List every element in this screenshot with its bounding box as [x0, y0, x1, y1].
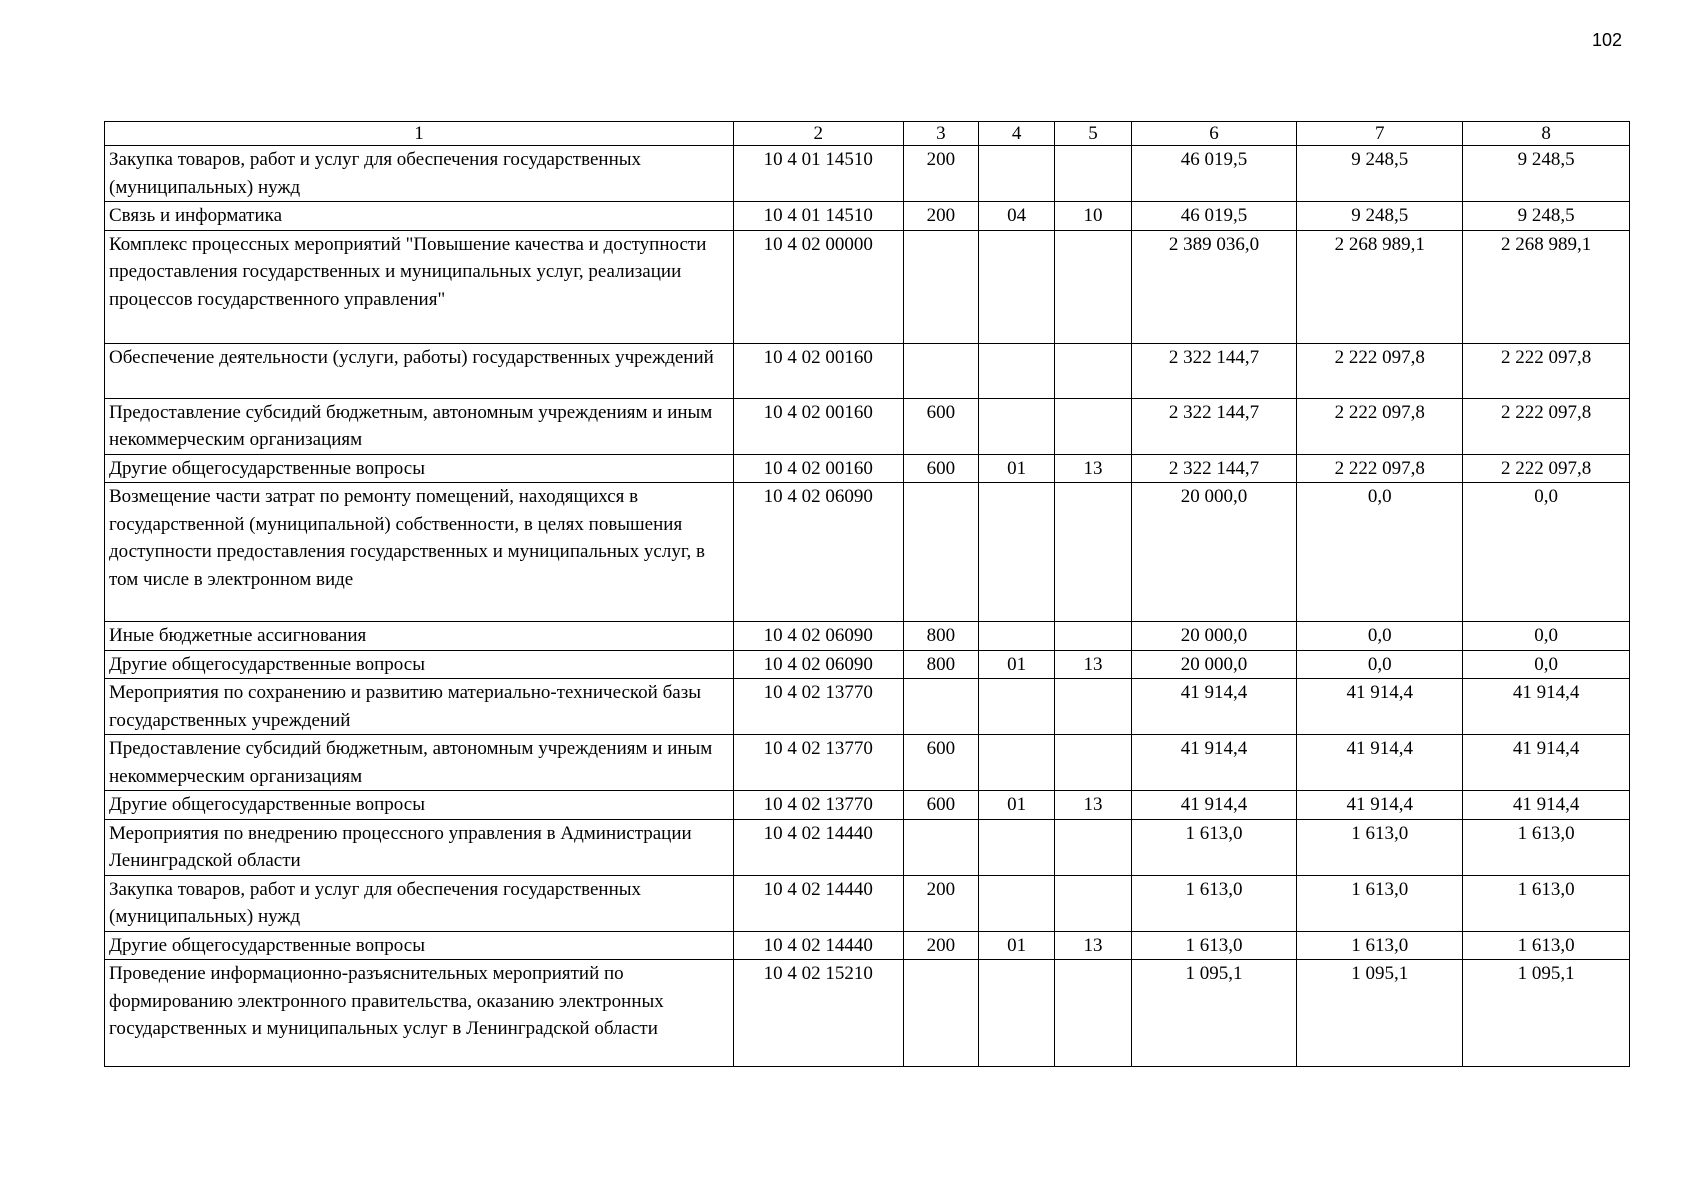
- amount-col8-cell: 9 248,5: [1463, 202, 1630, 231]
- subsection-cell: [1055, 230, 1131, 343]
- target-code-cell: 10 4 02 00160: [733, 454, 903, 483]
- amount-col7-cell: 0,0: [1297, 483, 1463, 622]
- expense-type-cell: 600: [903, 735, 978, 791]
- row-label: Другие общегосударственные вопросы: [105, 931, 734, 960]
- column-header: 5: [1055, 122, 1131, 146]
- amount-col6-cell: 41 914,4: [1131, 735, 1297, 791]
- expense-type-cell: 200: [903, 931, 978, 960]
- table-row: [105, 650, 1630, 679]
- amount-col8-cell: 1 613,0: [1463, 819, 1630, 875]
- table-row: [105, 622, 1630, 651]
- amount-col6-cell: 2 322 144,7: [1131, 343, 1297, 398]
- column-header: 4: [978, 122, 1054, 146]
- amount-col6-cell: 1 613,0: [1131, 875, 1297, 931]
- amount-col7-cell: 2 222 097,8: [1297, 343, 1463, 398]
- target-code-cell: 10 4 02 14440: [733, 875, 903, 931]
- target-code-cell: 10 4 02 00000: [733, 230, 903, 343]
- subsection-cell: [1055, 819, 1131, 875]
- subsection-cell: [1055, 960, 1131, 1067]
- column-header: 1: [105, 122, 734, 146]
- section-cell: [978, 146, 1054, 202]
- row-label: Предоставление субсидий бюджетным, автономным учреждениям и иным некоммерческим организациям: [105, 398, 734, 454]
- table-row: [105, 343, 1630, 398]
- amount-col7-cell: 41 914,4: [1297, 735, 1463, 791]
- target-code-cell: 10 4 02 00160: [733, 398, 903, 454]
- column-header: 6: [1131, 122, 1297, 146]
- column-header: 8: [1463, 122, 1630, 146]
- table-row: [105, 679, 1630, 735]
- target-code-cell: 10 4 02 13770: [733, 735, 903, 791]
- expense-type-cell: [903, 230, 978, 343]
- table-row: [105, 454, 1630, 483]
- amount-col8-cell: 2 222 097,8: [1463, 343, 1630, 398]
- row-label: Закупка товаров, работ и услуг для обеспечения государственных (муниципальных) нужд: [105, 875, 734, 931]
- amount-col8-cell: 41 914,4: [1463, 791, 1630, 820]
- section-cell: [978, 230, 1054, 343]
- table-row: [105, 483, 1630, 622]
- section-cell: [978, 483, 1054, 622]
- amount-col8-cell: 9 248,5: [1463, 146, 1630, 202]
- expense-type-cell: [903, 679, 978, 735]
- section-cell: [978, 735, 1054, 791]
- amount-col7-cell: 41 914,4: [1297, 679, 1463, 735]
- amount-col6-cell: 46 019,5: [1131, 146, 1297, 202]
- table-row: [105, 230, 1630, 343]
- amount-col7-cell: 2 268 989,1: [1297, 230, 1463, 343]
- amount-col8-cell: 0,0: [1463, 622, 1630, 651]
- table-row: [105, 791, 1630, 820]
- amount-col8-cell: 0,0: [1463, 650, 1630, 679]
- target-code-cell: 10 4 02 06090: [733, 483, 903, 622]
- subsection-cell: [1055, 343, 1131, 398]
- section-cell: 01: [978, 650, 1054, 679]
- expense-type-cell: 800: [903, 650, 978, 679]
- amount-col8-cell: 1 613,0: [1463, 875, 1630, 931]
- row-label: Возмещение части затрат по ремонту помещений, находящихся в государственной (муниципальной) собственности, в целях повышения доступности предоставления государственных и муниципальных услуг, в том числе в электронном виде: [105, 483, 734, 622]
- target-code-cell: 10 4 02 13770: [733, 791, 903, 820]
- table-body: [105, 122, 1630, 1067]
- target-code-cell: 10 4 02 06090: [733, 650, 903, 679]
- target-code-cell: 10 4 02 14440: [733, 931, 903, 960]
- expense-type-cell: [903, 960, 978, 1067]
- table-row: [105, 960, 1630, 1067]
- amount-col6-cell: 1 613,0: [1131, 931, 1297, 960]
- expense-type-cell: [903, 483, 978, 622]
- amount-col8-cell: 41 914,4: [1463, 735, 1630, 791]
- target-code-cell: 10 4 01 14510: [733, 202, 903, 231]
- row-label: Другие общегосударственные вопросы: [105, 650, 734, 679]
- row-label: Закупка товаров, работ и услуг для обеспечения государственных (муниципальных) нужд: [105, 146, 734, 202]
- section-cell: [978, 343, 1054, 398]
- amount-col8-cell: 41 914,4: [1463, 679, 1630, 735]
- section-cell: [978, 819, 1054, 875]
- section-cell: [978, 875, 1054, 931]
- subsection-cell: [1055, 622, 1131, 651]
- section-cell: 01: [978, 931, 1054, 960]
- subsection-cell: 13: [1055, 931, 1131, 960]
- amount-col8-cell: 2 222 097,8: [1463, 454, 1630, 483]
- amount-col7-cell: 9 248,5: [1297, 202, 1463, 231]
- section-cell: [978, 960, 1054, 1067]
- amount-col7-cell: 2 222 097,8: [1297, 398, 1463, 454]
- amount-col6-cell: 20 000,0: [1131, 622, 1297, 651]
- expense-type-cell: 600: [903, 791, 978, 820]
- amount-col8-cell: 2 268 989,1: [1463, 230, 1630, 343]
- amount-col6-cell: 41 914,4: [1131, 679, 1297, 735]
- amount-col6-cell: 2 322 144,7: [1131, 398, 1297, 454]
- amount-col7-cell: 41 914,4: [1297, 791, 1463, 820]
- amount-col7-cell: 9 248,5: [1297, 146, 1463, 202]
- amount-col8-cell: 0,0: [1463, 483, 1630, 622]
- amount-col7-cell: 1 613,0: [1297, 819, 1463, 875]
- target-code-cell: 10 4 02 13770: [733, 679, 903, 735]
- table-row: [105, 931, 1630, 960]
- table-row: [105, 875, 1630, 931]
- column-header: 3: [903, 122, 978, 146]
- subsection-cell: [1055, 735, 1131, 791]
- amount-col6-cell: 1 095,1: [1131, 960, 1297, 1067]
- table-row: [105, 202, 1630, 231]
- target-code-cell: 10 4 01 14510: [733, 146, 903, 202]
- subsection-cell: [1055, 398, 1131, 454]
- expense-type-cell: [903, 819, 978, 875]
- amount-col8-cell: 2 222 097,8: [1463, 398, 1630, 454]
- subsection-cell: [1055, 679, 1131, 735]
- target-code-cell: 10 4 02 14440: [733, 819, 903, 875]
- section-cell: 04: [978, 202, 1054, 231]
- amount-col6-cell: 41 914,4: [1131, 791, 1297, 820]
- expense-type-cell: 800: [903, 622, 978, 651]
- amount-col6-cell: 20 000,0: [1131, 483, 1297, 622]
- row-label: Иные бюджетные ассигнования: [105, 622, 734, 651]
- row-label: Комплекс процессных мероприятий "Повышение качества и доступности предоставления государственных и муниципальных услуг, реализации процессов государственного управления": [105, 230, 734, 343]
- subsection-cell: 13: [1055, 791, 1131, 820]
- subsection-cell: 10: [1055, 202, 1131, 231]
- row-label: Предоставление субсидий бюджетным, автономным учреждениям и иным некоммерческим организациям: [105, 735, 734, 791]
- amount-col6-cell: 46 019,5: [1131, 202, 1297, 231]
- budget-table: [104, 121, 1630, 1067]
- subsection-cell: 13: [1055, 454, 1131, 483]
- amount-col7-cell: 0,0: [1297, 622, 1463, 651]
- subsection-cell: 13: [1055, 650, 1131, 679]
- column-header: 7: [1297, 122, 1463, 146]
- table-row: [105, 398, 1630, 454]
- subsection-cell: [1055, 483, 1131, 622]
- page-number: 102: [1592, 30, 1623, 50]
- expense-type-cell: [903, 343, 978, 398]
- amount-col6-cell: 2 389 036,0: [1131, 230, 1297, 343]
- table-row: [105, 146, 1630, 202]
- expense-type-cell: 600: [903, 454, 978, 483]
- amount-col8-cell: 1 613,0: [1463, 931, 1630, 960]
- expense-type-cell: 600: [903, 398, 978, 454]
- expense-type-cell: 200: [903, 875, 978, 931]
- row-label: Обеспечение деятельности (услуги, работы) государственных учреждений: [105, 343, 734, 398]
- subsection-cell: [1055, 875, 1131, 931]
- table-row: [105, 819, 1630, 875]
- amount-col7-cell: 1 095,1: [1297, 960, 1463, 1067]
- row-label: Проведение информационно-разъяснительных мероприятий по формированию электронного правительства, оказанию электронных государственных и муниципальных услуг в Ленинградской области: [105, 960, 734, 1067]
- expense-type-cell: 200: [903, 202, 978, 231]
- target-code-cell: 10 4 02 00160: [733, 343, 903, 398]
- amount-col6-cell: 1 613,0: [1131, 819, 1297, 875]
- row-label: Другие общегосударственные вопросы: [105, 454, 734, 483]
- amount-col7-cell: 2 222 097,8: [1297, 454, 1463, 483]
- amount-col7-cell: 0,0: [1297, 650, 1463, 679]
- amount-col6-cell: 20 000,0: [1131, 650, 1297, 679]
- row-label: Другие общегосударственные вопросы: [105, 791, 734, 820]
- amount-col7-cell: 1 613,0: [1297, 875, 1463, 931]
- amount-col7-cell: 1 613,0: [1297, 931, 1463, 960]
- section-cell: 01: [978, 454, 1054, 483]
- row-label: Связь и информатика: [105, 202, 734, 231]
- column-header: 2: [733, 122, 903, 146]
- subsection-cell: [1055, 146, 1131, 202]
- column-number-header-row: [105, 122, 1630, 146]
- expense-type-cell: 200: [903, 146, 978, 202]
- target-code-cell: 10 4 02 15210: [733, 960, 903, 1067]
- section-cell: [978, 679, 1054, 735]
- row-label: Мероприятия по сохранению и развитию материально-технической базы государственных учреждений: [105, 679, 734, 735]
- table-row: [105, 735, 1630, 791]
- amount-col6-cell: 2 322 144,7: [1131, 454, 1297, 483]
- target-code-cell: 10 4 02 06090: [733, 622, 903, 651]
- row-label: Мероприятия по внедрению процессного управления в Администрации Ленинградской области: [105, 819, 734, 875]
- amount-col8-cell: 1 095,1: [1463, 960, 1630, 1067]
- section-cell: [978, 398, 1054, 454]
- section-cell: 01: [978, 791, 1054, 820]
- section-cell: [978, 622, 1054, 651]
